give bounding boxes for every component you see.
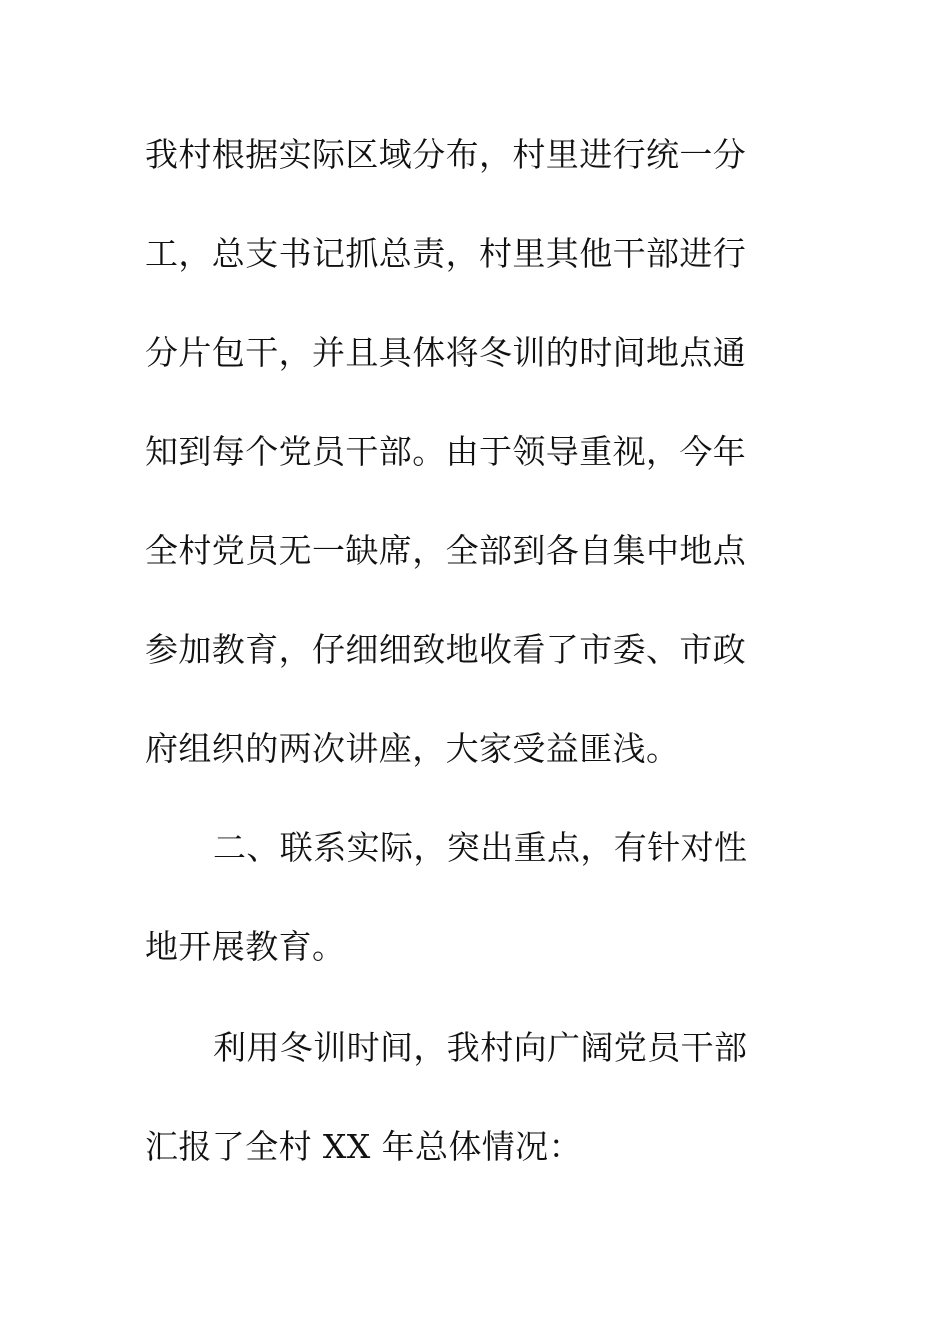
section-heading-line-2: 地开展教育。 — [145, 927, 346, 966]
section-heading-line-1: 二、联系实际，突出重点，有针对性 — [213, 828, 748, 867]
paragraph-line-7: 府组织的两次讲座，大家受益匪浅。 — [145, 729, 680, 768]
paragraph-line-8: 利用冬训时间，我村向广阔党员干部 — [213, 1028, 748, 1067]
paragraph-line-4: 知到每个党员干部。由于领导重视，今年 — [145, 432, 747, 471]
paragraph-line-9: 汇报了全村 XX 年总体情况： — [145, 1127, 582, 1166]
paragraph-line-1: 我村根据实际区域分布，村里进行统一分 — [145, 135, 747, 174]
paragraph-line-5: 全村党员无一缺席，全部到各自集中地点 — [145, 531, 747, 570]
paragraph-line-6: 参加教育，仔细细致地收看了市委、市政 — [145, 630, 747, 669]
paragraph-line-3: 分片包干，并且具体将冬训的时间地点通 — [145, 333, 747, 372]
paragraph-line-2: 工，总支书记抓总责，村里其他干部进行 — [145, 234, 747, 273]
